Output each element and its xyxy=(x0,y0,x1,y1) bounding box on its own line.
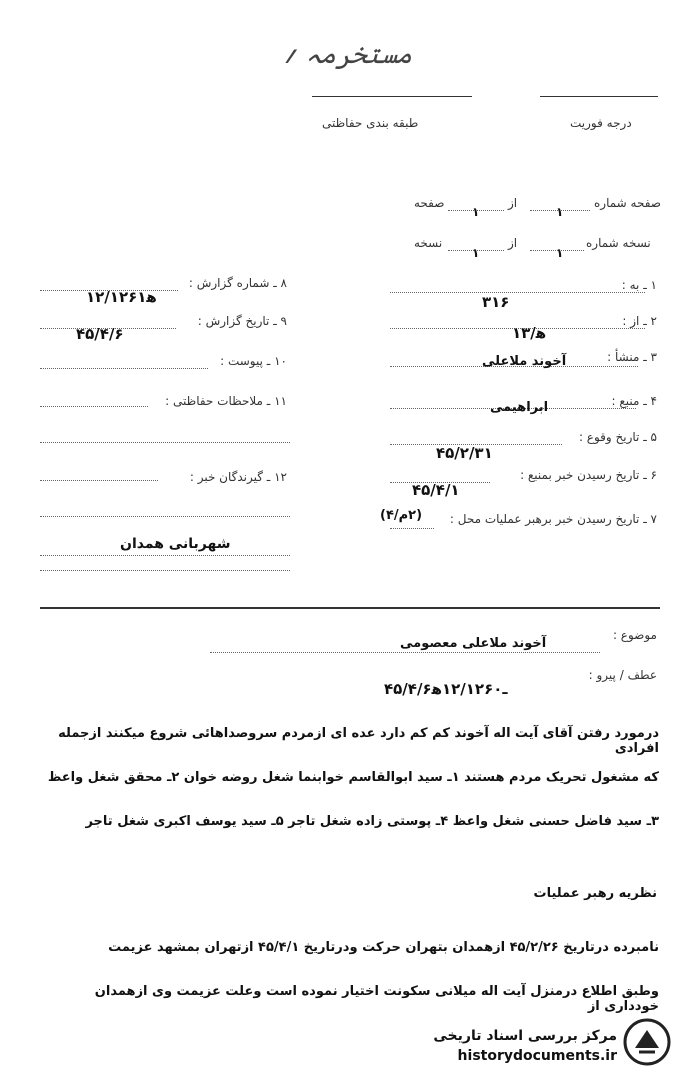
subject-value: آخوند ملاعلی معصومی xyxy=(400,636,547,651)
body-line-3: ۳ـ سید فاضل حسنی شغل واعظ ۴ـ پوستی زاده شغل تاجر ۵ـ سید یوسف اکبری شغل تاجر xyxy=(85,814,659,829)
reference-value: ۴۵/۴/۶ـ۱۲/۱۲۶۰ﻫ xyxy=(384,680,508,698)
field-4-value: ابراهیمی xyxy=(490,400,549,415)
priority-label: درجه فوریت xyxy=(570,116,632,130)
field-9-value: ۴۵/۴/۶ xyxy=(76,325,124,343)
field-6-value: ۴۵/۴/۱ xyxy=(412,481,460,499)
body-line-1: درمورد رفتن آقای آیت اله آخوند کم کم دارد عده ای ازمردم سروصداهائی شروع میکنند ازجمله افرادی xyxy=(58,726,659,756)
field-3-value: آخوند ملاعلی xyxy=(482,354,567,369)
page-number-label: صفحه شماره xyxy=(594,196,661,210)
recipient-value: شهربانی همدان xyxy=(120,536,231,552)
field-12-line-2 xyxy=(40,516,290,517)
priority-underline xyxy=(540,96,658,97)
field-10-label: ۱۰ ـ پیوست : xyxy=(220,354,287,368)
subject-label: موضوع : xyxy=(612,628,657,642)
field-1-label: ۱ ـ به : xyxy=(621,278,657,292)
page-total-value: ۱ xyxy=(472,205,480,219)
subject-line xyxy=(210,652,600,653)
field-2-label: ۲ ـ از : xyxy=(622,314,657,328)
field-1-value: ۳۱۶ xyxy=(482,293,510,311)
leader-line-1: نامبرده درتاریخ ۴۵/۲/۲۶ ازهمدان بتهران حرکت ودرتاریخ ۴۵/۴/۱ ازتهران بمشهد عزیمت xyxy=(108,940,659,955)
field-8-value: ۱۲/۱۲۶۱ﻫ xyxy=(86,288,157,306)
field-7-line xyxy=(390,528,434,529)
field-11-line xyxy=(40,406,148,407)
field-8-label: ۸ ـ شماره گزارش : xyxy=(188,276,287,290)
field-12-label: ۱۲ ـ گیرندگان خبر : xyxy=(189,470,287,484)
watermark-title: مرکز بررسی اسناد تاریخی xyxy=(433,1028,617,1044)
security-class-label: طبقه بندی حفاظتی xyxy=(322,116,419,130)
page-of-label: از xyxy=(508,196,518,210)
classification-underline xyxy=(312,96,472,97)
watermark-url: historydocuments.ir xyxy=(457,1048,617,1064)
field-10-line xyxy=(40,368,208,369)
field-5-value: ۴۵/۲/۳۱ xyxy=(436,444,493,462)
copy-of-label: از xyxy=(508,236,518,250)
field-12-line-3 xyxy=(40,555,290,556)
field-7-value: (۲م/۴) xyxy=(380,508,423,523)
copy-word-label: نسخه xyxy=(414,236,443,250)
copy-number-label: نسخه شماره xyxy=(586,236,651,250)
page-word-label: صفحه xyxy=(414,196,445,210)
leader-section-title: نظریه رهبر عملیات xyxy=(533,886,657,901)
field-11-line-2 xyxy=(40,442,290,443)
field-9-label: ۹ ـ تاریخ گزارش : xyxy=(197,314,287,328)
page-number-value: ۱ xyxy=(556,205,564,219)
field-6-label: ۶ ـ تاریخ رسیدن خبر بمنبع : xyxy=(520,468,657,482)
watermark xyxy=(399,1008,679,1068)
field-2-value: ۱۳/ﻫ xyxy=(512,324,547,342)
copy-total-value: ۱ xyxy=(472,246,480,260)
field-12-line xyxy=(40,480,158,481)
field-1-line xyxy=(390,292,645,293)
copy-number-value: ۱ xyxy=(556,246,564,260)
section-divider xyxy=(40,607,660,609)
reference-label: عطف / پیرو : xyxy=(588,668,657,682)
leader-line-2: وطبق اطلاع درمنزل آیت اله میلانی سکونت اختیار نموده است وعلت عزیمت وی ازهمدان خودداری از xyxy=(94,984,659,1014)
watermark-logo-icon xyxy=(623,1018,671,1066)
field-5-label: ۵ ـ تاریخ وقوع : xyxy=(578,430,657,444)
field-12-line-4 xyxy=(40,570,290,571)
field-3-label: ۳ ـ منشأ : xyxy=(607,350,657,364)
body-line-2: که مشغول تحریک مردم هستند ۱ـ سید ابوالقاسم خوابنما شغل روضه خوان ۲ـ محقق شغل واعظ xyxy=(47,770,659,785)
field-11-label: ۱۱ ـ ملاحظات حفاظتی : xyxy=(165,394,287,408)
field-7-label: ۷ ـ تاریخ رسیدن خبر برهبر عملیات محل : xyxy=(449,512,657,526)
field-4-label: ۴ ـ منبع : xyxy=(611,394,657,408)
handwritten-classification: مستخرمہ ؍ xyxy=(282,40,413,70)
